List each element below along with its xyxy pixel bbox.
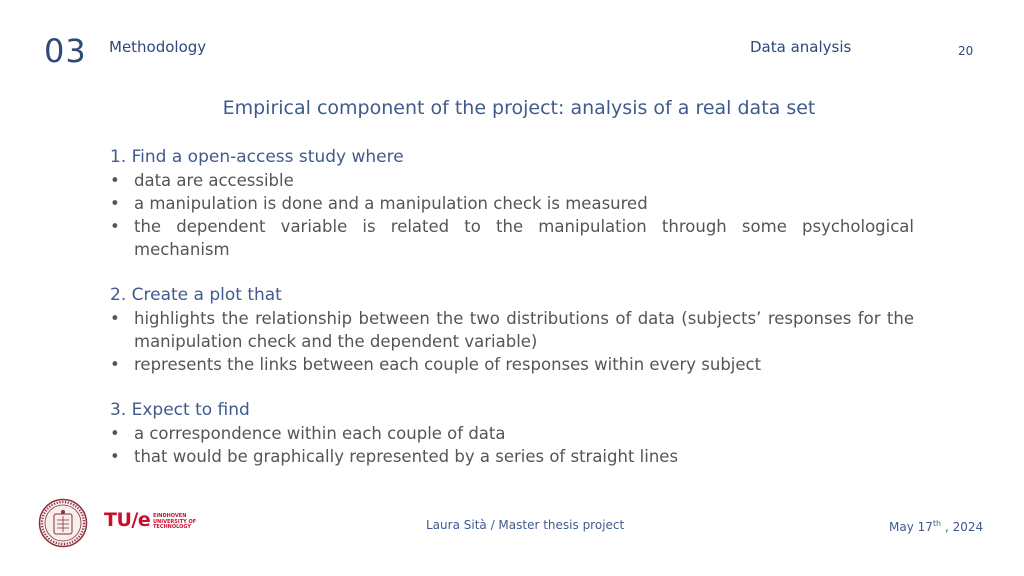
slide-heading: Empirical component of the project: analysis of a real data set [222, 97, 816, 119]
bullet-text: data are accessible [134, 171, 294, 190]
topic-label: Data analysis [750, 38, 852, 56]
list-item [110, 192, 914, 215]
bullet-list [110, 169, 914, 261]
bullet-text: represents the links between each couple of responses within every subject [134, 355, 762, 374]
step-title: 1. Find a open-access study where [110, 147, 404, 167]
bullet-text: that would be graphically represented by a series of straight lines [134, 447, 679, 466]
step-block-1 [110, 146, 914, 261]
date-year: , 2024 [941, 520, 984, 534]
step-title: 3. Expect to find [110, 400, 250, 420]
bullet-icon: • [110, 424, 120, 443]
bullet-text: a manipulation is done and a manipulation check is measured [134, 194, 648, 213]
list-item [110, 215, 914, 261]
bullet-list [110, 307, 914, 376]
step-block-3 [110, 399, 914, 468]
step-title: 2. Create a plot that [110, 285, 282, 305]
bullet-icon: • [110, 447, 120, 466]
bullet-list [110, 422, 914, 468]
bullet-icon: • [110, 309, 120, 328]
bullet-text: highlights the relationship between the two distributions of data (subjects’ responses for the manipulation check and the dependent variable) [134, 309, 914, 351]
section-title: Methodology [109, 38, 207, 56]
tue-logo-text: EINDHOVEN UNIVERSITY OF TECHNOLOGY [153, 513, 197, 530]
list-item [110, 169, 914, 192]
list-item [110, 422, 914, 445]
bullet-icon: • [110, 171, 120, 190]
footer-date [889, 519, 983, 534]
section-number: 03 [44, 32, 87, 70]
university-seal-logo [38, 498, 88, 548]
bullet-icon: • [110, 217, 120, 236]
page-number: 20 [958, 44, 974, 58]
bullet-icon: • [110, 194, 120, 213]
date-prefix: May 17 [889, 520, 933, 534]
bullet-icon: • [110, 355, 120, 374]
tue-logo-mark: TU/e [104, 509, 151, 531]
bullet-text: the dependent variable is related to the manipulation through some psychological mechanism [134, 217, 914, 259]
list-item [110, 307, 914, 353]
footer-author-project: Laura Sità / Master thesis project [426, 518, 625, 532]
list-item [110, 445, 914, 468]
bullet-text: a correspondence within each couple of data [134, 424, 506, 443]
date-suffix: th [932, 519, 942, 528]
step-block-2 [110, 284, 914, 376]
list-item [110, 353, 914, 376]
